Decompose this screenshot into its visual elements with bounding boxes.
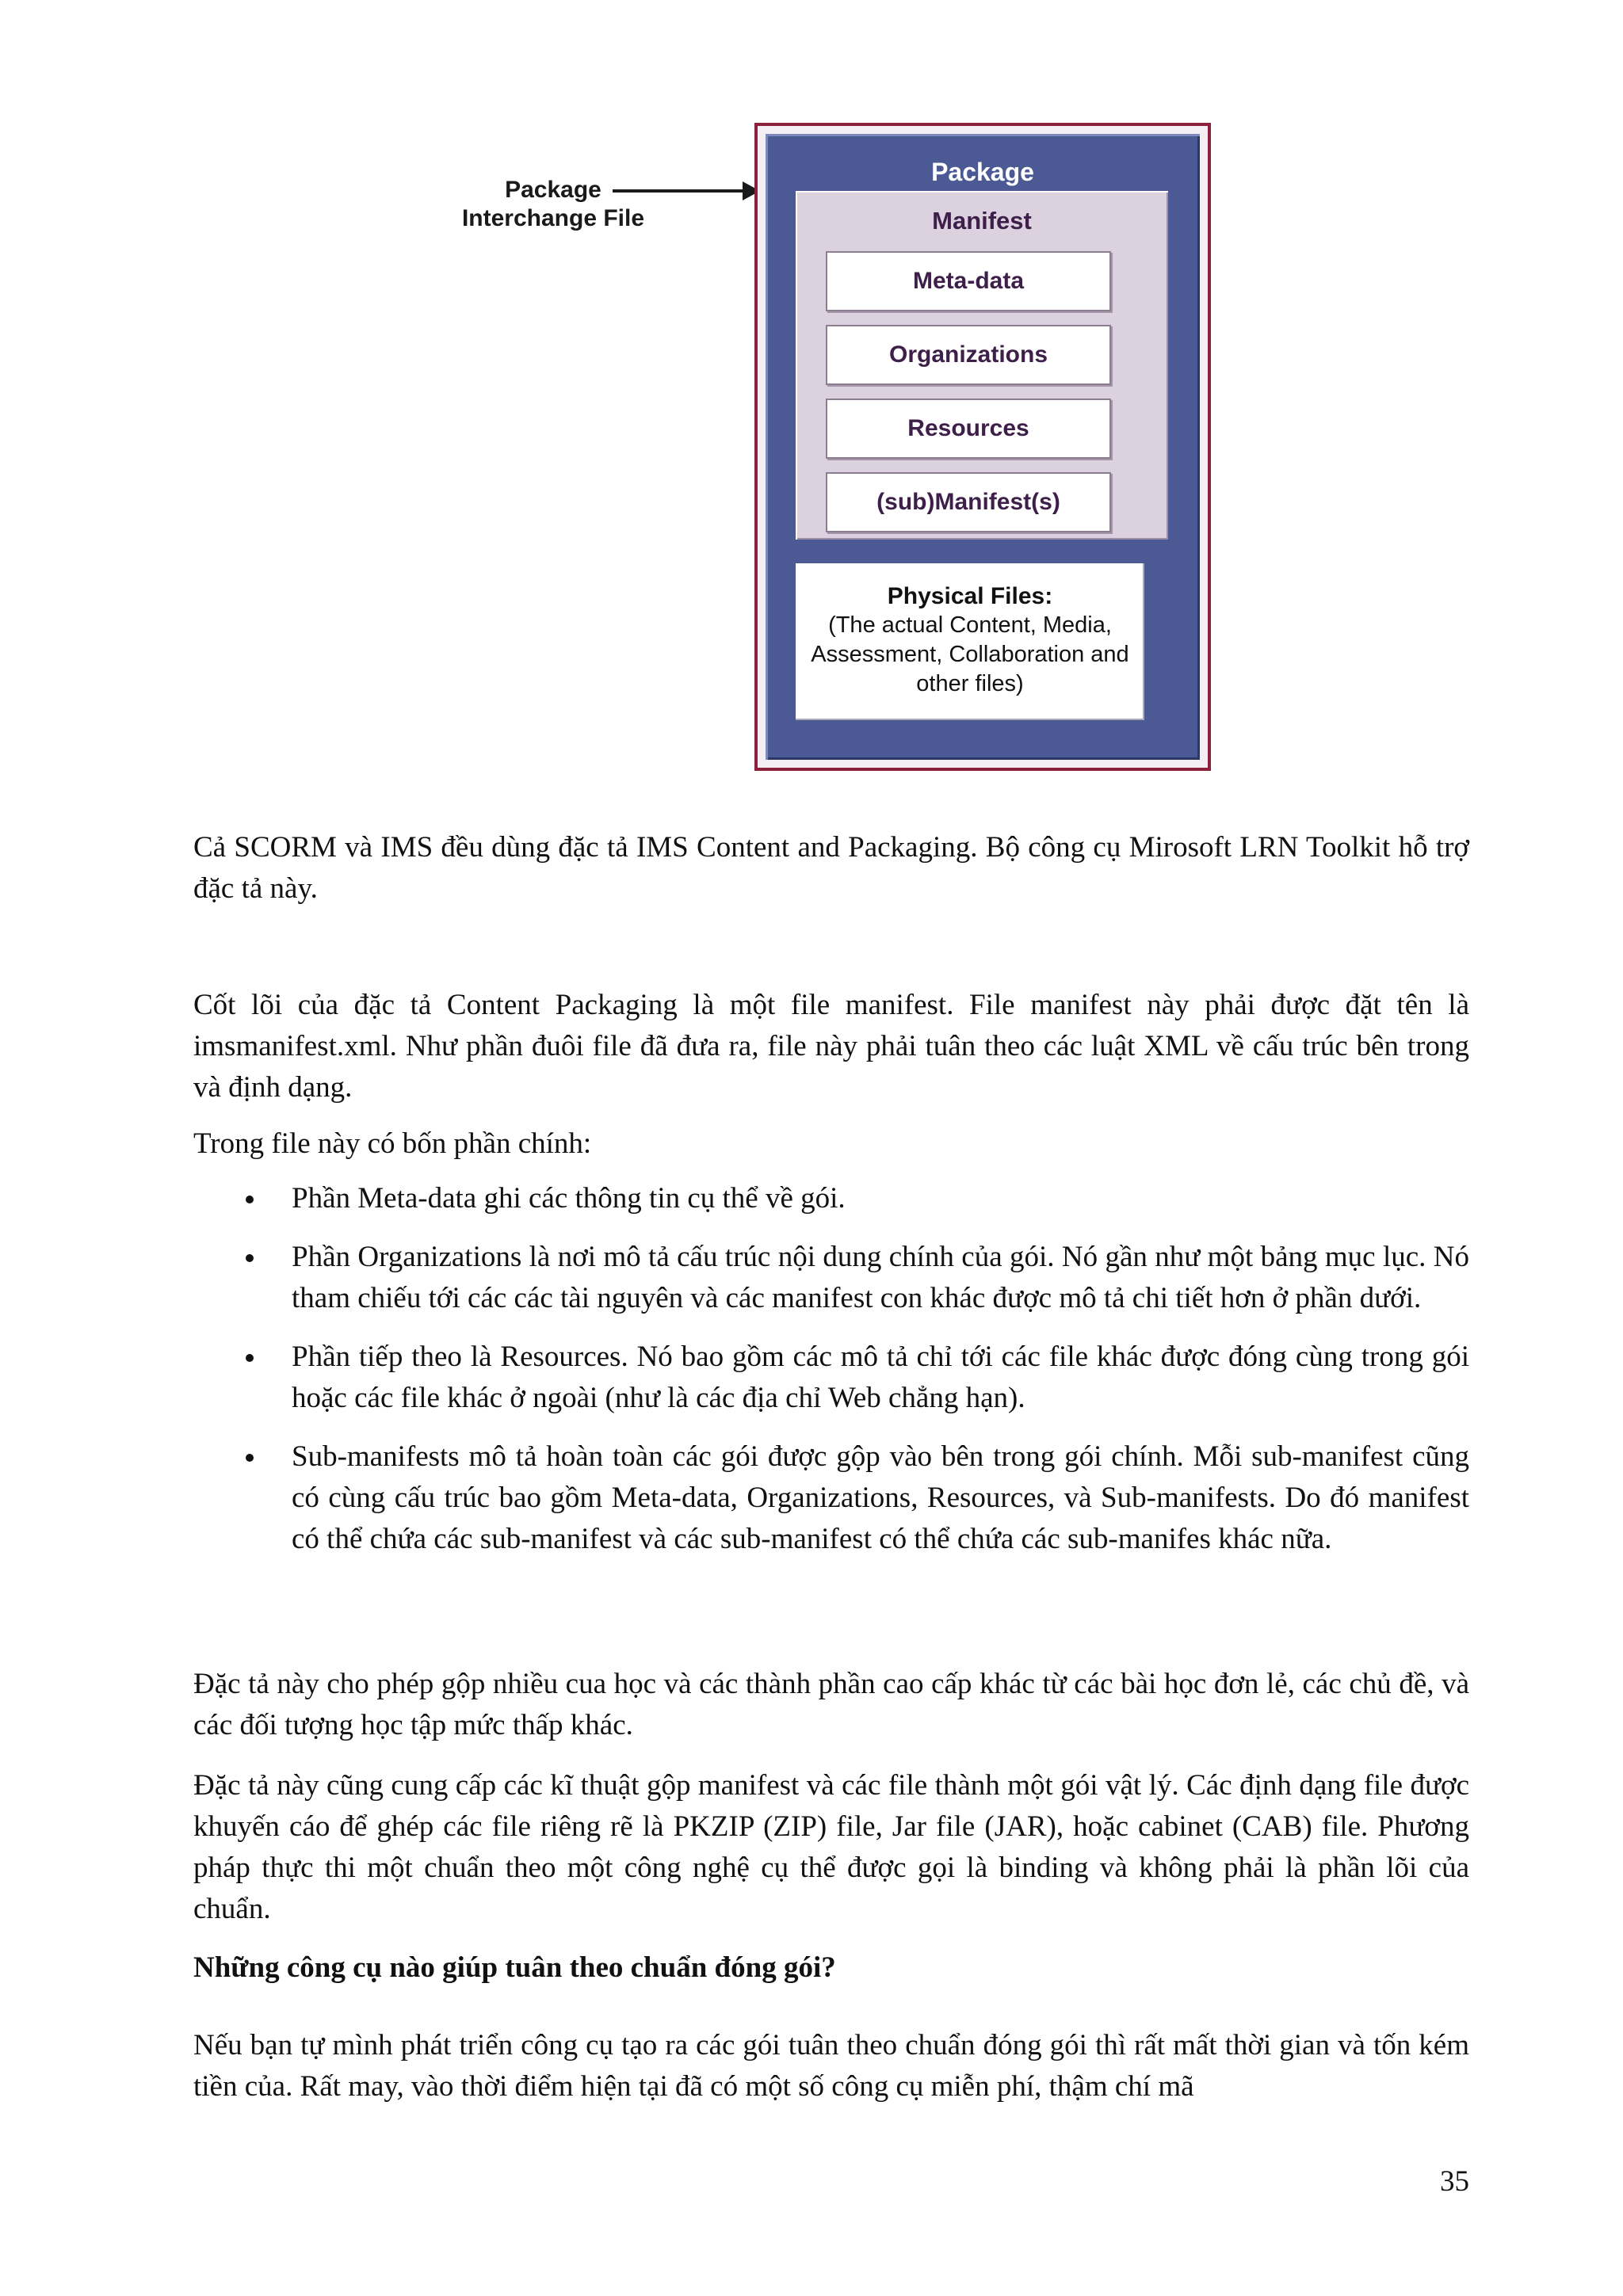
sub-manifests-box: (sub)Manifest(s) (826, 472, 1111, 532)
list-item-text: Phần Meta-data ghi các thông tin cụ thể về gói. (292, 1182, 846, 1215)
bullet-icon (246, 1354, 254, 1362)
paragraph-manifest: Cốt lõi của đặc tả Content Packaging là một file manifest. File manifest này phải được đặt tên là imsmanifest.xml. Như phần đuôi file đã đưa ra, file này phải tuân theo các luật XML về cấu trúc bên trong và định dạng. (193, 989, 1469, 1104)
organizations-box: Organizations (826, 325, 1111, 385)
section-heading: Những công cụ nào giúp tuân theo chuẩn đóng gói? (193, 1951, 836, 1984)
bullet-icon (246, 1196, 254, 1203)
list-item (193, 1237, 1469, 1319)
paragraph-tools: Nếu bạn tự mình phát triển công cụ tạo ra các gói tuân theo chuẩn đóng gói thì rất mất thời gian và tốn kém tiền của. Rất may, vào thời điểm hiện tại đã có một số công cụ miễn phí, thậm chí mã (193, 2029, 1469, 2103)
arrow-line (613, 189, 746, 193)
package-interchange-file-label: Package Interchange File (461, 177, 645, 231)
physical-files-box (796, 563, 1144, 720)
list-item-text: Phần Organizations là nơi mô tả cấu trúc nội dung chính của gói. Nó gần như một bảng mục lục. Nó tham chiếu tới các các tài nguyên và các manifest con khác được mô tả chi tiết hơn ở phần dưới. (292, 1241, 1469, 1314)
package-diagram (754, 123, 1211, 771)
resources-box: Resources (826, 399, 1111, 459)
list-item (193, 1337, 1469, 1419)
bullet-icon (246, 1254, 254, 1262)
package-title: Package (931, 158, 1034, 186)
paragraph-binding: Đặc tả này cũng cung cấp các kĩ thuật gộp manifest và các file thành một gói vật lý. Các định dạng file được khuyến cáo để ghép các file riêng rẽ là PKZIP (ZIP) file, Jar file (JAR), hoặc cabinet (CAB) file. Phương pháp thực thi một chuẩn theo một công nghệ cụ thể được gọi là binding và không phải là phần lõi của chuẩn. (193, 1769, 1469, 1925)
sections-list (193, 1178, 1469, 1577)
list-item (193, 1178, 1469, 1219)
physical-files-description: (The actual Content, Media, Assessment, Collaboration and other files) (811, 612, 1129, 696)
bullet-icon (246, 1454, 254, 1462)
paragraph-aggregation: Đặc tả này cho phép gộp nhiều cua học và các thành phần cao cấp khác từ các bài học đơn lẻ, các chủ đề, và các đối tượng học tập mức thấp khác. (193, 1668, 1469, 1741)
paragraph-intro: Cả SCORM và IMS đều dùng đặc tả IMS Content and Packaging. Bộ công cụ Mirosoft LRN Toolkit hỗ trợ đặc tả này. (193, 831, 1469, 905)
package-box (766, 134, 1200, 760)
list-item-text: Sub-manifests mô tả hoàn toàn các gói được gộp vào bên trong gói chính. Mỗi sub-manifest cũng có cùng cấu trúc bao gồm Meta-data, Organizations, Resources, và Sub-manifests. Do đó manifest có thể chứa các sub-manifest và các sub-manifest có thể chứa các sub-manifes khác nữa. (292, 1440, 1469, 1555)
manifest-box (796, 191, 1168, 540)
physical-files-title: Physical Files: (887, 583, 1053, 609)
list-item-text: Phần tiếp theo là Resources. Nó bao gồm các mô tả chỉ tới các file khác được đóng cùng trong gói hoặc các file khác ở ngoài (như là các địa chỉ Web chẳng hạn). (292, 1341, 1469, 1414)
list-item (193, 1436, 1469, 1560)
paragraph-sections-intro: Trong file này có bốn phần chính: (193, 1127, 592, 1160)
manifest-title: Manifest (932, 207, 1032, 235)
meta-data-box: Meta-data (826, 251, 1111, 311)
page-number: 35 (1440, 2165, 1469, 2198)
